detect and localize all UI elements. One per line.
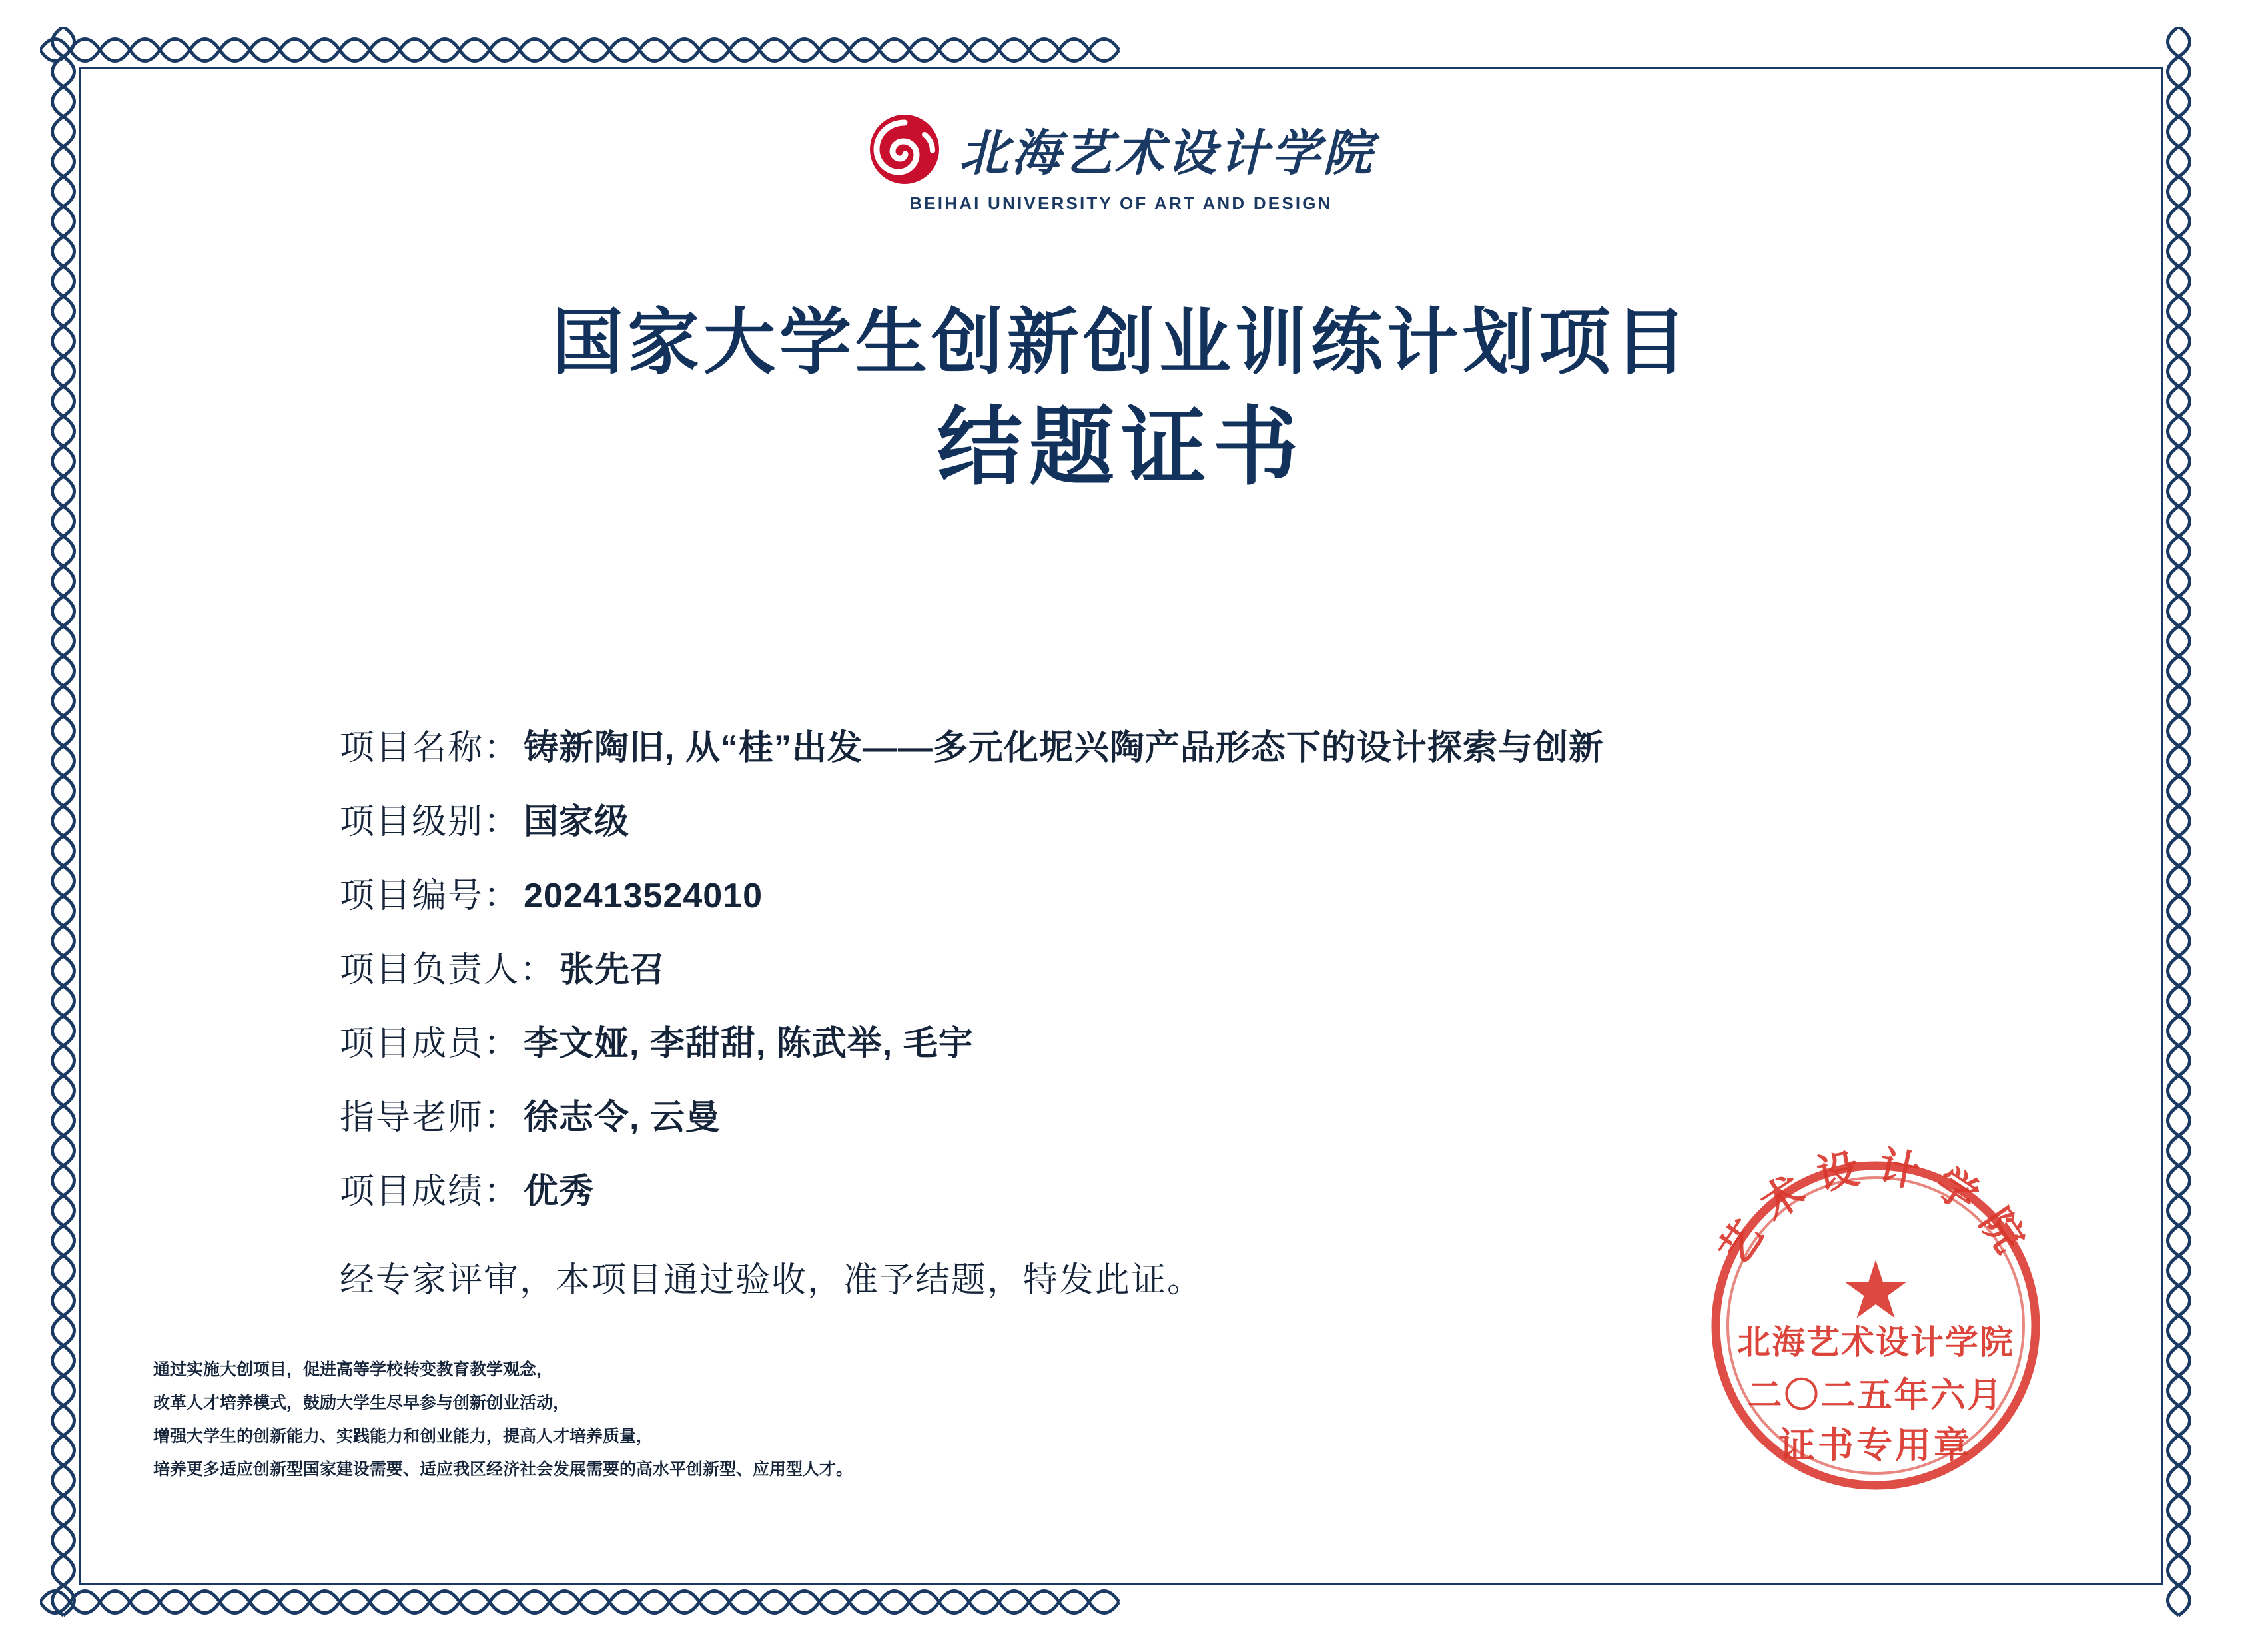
field-label: 项目成绩： [340,1172,520,1211]
field-value: 优秀 [524,1172,595,1211]
seal-date: 二〇二五年六月 [1747,1377,2004,1415]
field-value: 202413524010 [524,877,763,915]
footnote-line: 培养更多适应创新型国家建设需要、适应我区经济社会发展需要的高水平创新型、应用型人才。 [153,1461,853,1479]
footnote-line: 改革人才培养模式，鼓励大学生尽早参与创新创业活动， [153,1394,570,1412]
field-label: 项目名称： [340,729,520,767]
field-project-members [340,1015,2009,1065]
footnote-line: 通过实施大创项目，促进高等学校转变教育教学观念， [153,1361,554,1379]
footnote-block [153,1354,853,1487]
certificate-content [100,80,2142,1572]
field-label: 指导老师： [340,1098,520,1137]
seal-outer-text: 艺术设计学院 [1711,1143,2040,1274]
seal-institution: 北海艺术设计学院 [1737,1324,2014,1361]
certificate-title-sub: 结题证书 [936,400,1305,495]
spiral-wave-logo-icon [867,112,942,187]
institution-logo [100,112,2142,214]
certificate-statement: 经专家评审，本项目通过验收，准予结题，特发此证。 [340,1261,1204,1300]
seal-purpose: 证书专用章 [1779,1426,1972,1465]
field-label: 项目级别： [340,803,520,841]
certificate-title-main: 国家大学生创新创业训练计划项目 [551,304,1690,383]
field-project-leader [340,941,2009,991]
title-block [100,300,2142,499]
field-project-name [340,719,2009,769]
footnote-line: 增强大学生的创新能力、实践能力和创业能力，提高人才培养质量， [153,1428,653,1446]
field-label: 项目成员： [340,1025,520,1063]
field-advisors [340,1089,2009,1139]
rope-border-bottom [40,1579,2202,1625]
field-label: 项目负责人： [340,951,556,989]
field-project-level [340,793,2009,843]
field-value: 铸新陶旧, 从“桂”出发——多元化坭兴陶产品形态下的设计探索与创新 [524,729,1604,767]
field-project-number [340,867,2009,917]
field-value: 张先召 [560,951,666,989]
logo-name-en: BEIHAI UNIVERSITY OF ART AND DESIGN [909,193,1333,213]
official-seal [1689,1139,2062,1512]
field-value: 国家级 [524,803,630,841]
logo-name-cn: 北海艺术设计学院 [959,127,1375,181]
field-value: 李文娅, 李甜甜, 陈武举, 毛宇 [524,1025,974,1063]
seal-star-icon: ★ [1840,1246,1912,1335]
field-label: 项目编号： [340,877,520,915]
field-value: 徐志令, 云曼 [524,1098,721,1137]
